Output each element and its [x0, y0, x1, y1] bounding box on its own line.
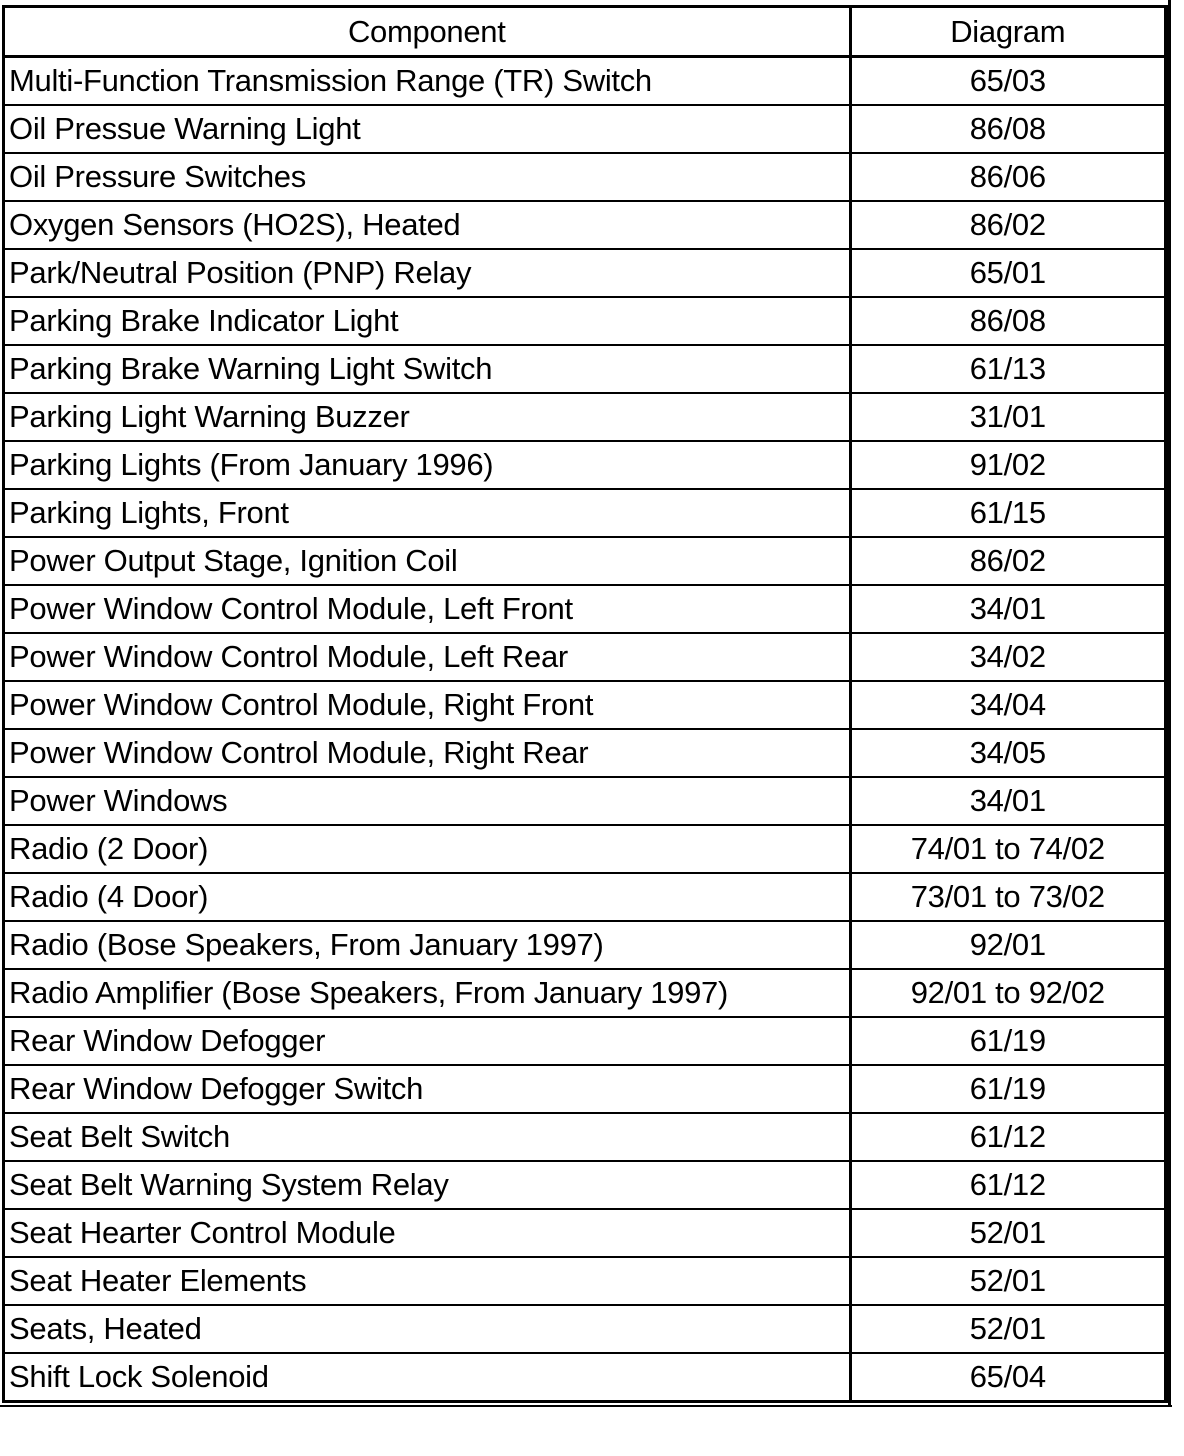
table-row — [5, 345, 1164, 393]
diagram-cell: 86/02 — [850, 201, 1164, 249]
diagram-cell: 65/03 — [850, 57, 1164, 106]
table-row — [5, 489, 1164, 537]
table-right-edge-line — [1168, 0, 1171, 1407]
component-cell: Seat Belt Warning System Relay — [5, 1161, 850, 1209]
header-row — [5, 8, 1164, 57]
diagram-cell: 86/08 — [850, 105, 1164, 153]
diagram-cell: 61/15 — [850, 489, 1164, 537]
table-row — [5, 777, 1164, 825]
table-row — [5, 441, 1164, 489]
component-cell: Parking Lights, Front — [5, 489, 850, 537]
diagram-cell: 52/01 — [850, 1209, 1164, 1257]
table-row — [5, 1305, 1164, 1353]
table-row — [5, 1257, 1164, 1305]
diagram-cell: 34/05 — [850, 729, 1164, 777]
table-row — [5, 1353, 1164, 1400]
diagram-cell: 52/01 — [850, 1305, 1164, 1353]
diagram-cell: 65/01 — [850, 249, 1164, 297]
component-cell: Seat Hearter Control Module — [5, 1209, 850, 1257]
diagram-cell: 61/12 — [850, 1113, 1164, 1161]
diagram-cell: 34/01 — [850, 585, 1164, 633]
component-cell: Power Windows — [5, 777, 850, 825]
component-cell: Parking Lights (From January 1996) — [5, 441, 850, 489]
component-diagram-table — [5, 8, 1164, 1400]
component-cell: Parking Brake Indicator Light — [5, 297, 850, 345]
diagram-cell: 92/01 to 92/02 — [850, 969, 1164, 1017]
table-row — [5, 585, 1164, 633]
diagram-cell: 61/19 — [850, 1065, 1164, 1113]
table-row — [5, 537, 1164, 585]
component-cell: Rear Window Defogger — [5, 1017, 850, 1065]
diagram-cell: 73/01 to 73/02 — [850, 873, 1164, 921]
component-cell: Radio Amplifier (Bose Speakers, From January 1997) — [5, 969, 850, 1017]
table-row — [5, 1161, 1164, 1209]
table-row — [5, 729, 1164, 777]
table-row — [5, 1113, 1164, 1161]
table-row — [5, 297, 1164, 345]
diagram-cell: 61/13 — [850, 345, 1164, 393]
diagram-cell: 92/01 — [850, 921, 1164, 969]
component-cell: Power Window Control Module, Right Rear — [5, 729, 850, 777]
component-cell: Shift Lock Solenoid — [9, 1359, 269, 1394]
component-cell: Radio (4 Door) — [5, 873, 850, 921]
table-row — [5, 153, 1164, 201]
component-cell: Oil Pressure Switches — [5, 153, 850, 201]
table-row — [5, 201, 1164, 249]
component-cell: Multi-Function Transmission Range (TR) Switch — [5, 57, 850, 106]
diagram-cell: 86/06 — [850, 153, 1164, 201]
component-cell: Parking Light Warning Buzzer — [5, 393, 850, 441]
component-cell: Parking Brake Warning Light Switch — [5, 345, 850, 393]
table-row — [5, 825, 1164, 873]
diagram-cell: 86/08 — [850, 297, 1164, 345]
diagram-cell: 34/02 — [850, 633, 1164, 681]
diagram-cell: 61/19 — [850, 1017, 1164, 1065]
component-cell: Oil Pressue Warning Light — [5, 105, 850, 153]
diagram-cell: 65/04 — [850, 1353, 1164, 1400]
table-body — [5, 57, 1164, 1401]
component-cell: Seat Belt Switch — [5, 1113, 850, 1161]
diagram-cell: 52/01 — [850, 1257, 1164, 1305]
component-cell: Radio (2 Door) — [5, 825, 850, 873]
component-cell: Seats, Heated — [5, 1305, 850, 1353]
table-row — [5, 633, 1164, 681]
diagram-cell: 74/01 to 74/02 — [850, 825, 1164, 873]
diagram-cell: 61/12 — [850, 1161, 1164, 1209]
component-cell: Radio (Bose Speakers, From January 1997) — [5, 921, 850, 969]
table-row — [5, 1017, 1164, 1065]
component-cell: Power Window Control Module, Left Rear — [5, 633, 850, 681]
table-bottom-edge-line — [0, 1405, 1172, 1407]
table-row — [5, 921, 1164, 969]
table-row — [5, 105, 1164, 153]
component-cell: Power Window Control Module, Right Front — [5, 681, 850, 729]
diagram-cell: 34/01 — [850, 777, 1164, 825]
component-cell: Seat Heater Elements — [5, 1257, 850, 1305]
diagram-cell: 31/01 — [850, 393, 1164, 441]
diagram-cell: 91/02 — [850, 441, 1164, 489]
table-row — [5, 873, 1164, 921]
component-cell: Power Window Control Module, Left Front — [5, 585, 850, 633]
table-row — [5, 393, 1164, 441]
table-row — [5, 969, 1164, 1017]
table-row — [5, 681, 1164, 729]
component-cell: Park/Neutral Position (PNP) Relay — [5, 249, 850, 297]
diagram-cell: 86/02 — [850, 537, 1164, 585]
column-header-diagram: Diagram — [850, 8, 1164, 57]
component-cell: Power Output Stage, Ignition Coil — [5, 537, 850, 585]
column-header-component: Component — [5, 8, 850, 57]
table-row — [5, 1209, 1164, 1257]
table-row — [5, 57, 1164, 106]
component-cell: Rear Window Defogger Switch — [5, 1065, 850, 1113]
diagram-cell: 34/04 — [850, 681, 1164, 729]
table-row — [5, 249, 1164, 297]
table-row — [5, 1065, 1164, 1113]
component-cell: Oxygen Sensors (HO2S), Heated — [5, 201, 850, 249]
component-diagram-table-frame — [2, 5, 1168, 1403]
